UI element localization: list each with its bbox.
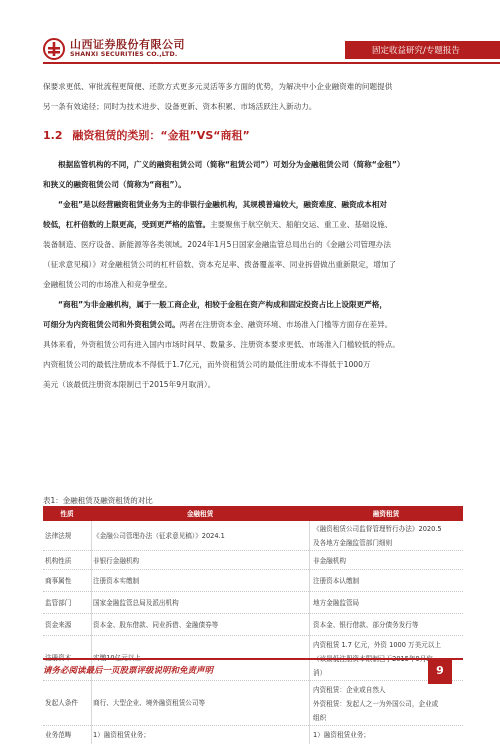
company-name-en: SHANXI SECURITIES CO.,LTD. bbox=[70, 51, 178, 58]
leasing-line: 外资租赁：发起人之一为外国公司，企业或 bbox=[313, 700, 439, 708]
table-row bbox=[43, 726, 463, 744]
para3-line-2-rest: 两者在注册资本金、融资环境、市场准入门槛等方面存在差异。 bbox=[179, 320, 393, 329]
row-label: 资金来源 bbox=[45, 621, 72, 629]
row-label: 监管部门 bbox=[45, 599, 72, 607]
table-row bbox=[43, 681, 463, 726]
table-row bbox=[43, 570, 463, 592]
column-divider bbox=[309, 521, 310, 744]
row-finance-value: 非银行金融机构 bbox=[93, 557, 140, 565]
intro-paragraph bbox=[43, 77, 463, 117]
para2-line-1: “金租”是以经营融资租赁业务为主的非银行金融机构，其规模普遍较大，融资难度、融资成本相对 bbox=[58, 200, 387, 209]
header-cell-leasing: 融资租赁 bbox=[372, 510, 400, 518]
para3-line-5: 美元（该最低注册资本限制已于2015年9月取消）。 bbox=[43, 380, 216, 389]
leasing-line: 及各地方金融监管部门细则 bbox=[313, 539, 393, 547]
row-label: 法律法规 bbox=[45, 532, 72, 540]
row-leasing-value: 地方金融监管局 bbox=[313, 599, 360, 607]
leasing-line: 消） bbox=[313, 669, 327, 677]
row-leasing-value: 非金融机构 bbox=[313, 557, 346, 565]
leasing-line: 内资租赁：企业或自然人 bbox=[313, 686, 386, 694]
footer-divider bbox=[43, 658, 463, 660]
para1-line-1: 根据监管机构的不同，广义的融资租赁公司（简称“租赁公司”）可划分为金融租赁公司（简称“金租”） bbox=[58, 160, 405, 169]
leasing-line: 《融资租赁公司监督管理暂行办法》2020.5 bbox=[313, 525, 442, 533]
para2-line-2-bold: 较低，杠杆倍数的上限更高，受到更严格的监管。 bbox=[43, 220, 211, 229]
row-label: 业务范畴 bbox=[45, 731, 72, 739]
para2-line-2 bbox=[43, 215, 463, 235]
paragraph-regulators bbox=[43, 155, 463, 195]
column-divider bbox=[91, 521, 92, 744]
page-number-badge bbox=[428, 660, 452, 684]
page-number: 9 bbox=[436, 664, 444, 677]
row-label: 发起人条件 bbox=[45, 699, 78, 707]
table-caption: 表1：金融租赁及融资租赁的对比 bbox=[43, 496, 153, 505]
table-header-row bbox=[43, 506, 463, 521]
table-row bbox=[43, 592, 463, 614]
row-leasing-value: 1）融资租赁业务； bbox=[313, 731, 370, 739]
header-cell-nature: 性质 bbox=[60, 510, 74, 518]
intro-line-2: 另一条有效途径；同时为技术进步、设备更新、资本积累、市场活跃注入新动力。 bbox=[43, 102, 317, 111]
para2-line-4: （征求意见稿）》对金融租赁公司的杠杆倍数、资本充足率、拨备覆盖率、同业拆借做出重新限定，增加了 bbox=[43, 260, 397, 269]
section-title: 融资租赁的类别：“金租”VS“商租” bbox=[72, 129, 250, 142]
para1-line-2: 和狭义的融资租赁公司（简称为“商租”）。 bbox=[43, 180, 186, 189]
para3-line-4: 内资租赁公司的最低注册成本不得低于1.7亿元，而外资租赁公司的最低注册成本不得低于1000万 bbox=[43, 360, 371, 369]
header-cell-finance-leasing: 金融租赁 bbox=[186, 510, 214, 518]
section-number: 1.2 bbox=[43, 129, 63, 142]
row-finance-value: 《金融公司管理办法（征求意见稿）》2024.1 bbox=[93, 532, 225, 540]
row-finance-value: 1）融资租赁业务； bbox=[93, 731, 150, 739]
para3-line-2 bbox=[43, 315, 463, 335]
section-heading bbox=[43, 127, 250, 143]
row-leasing-value: 资本金、银行借款、部分债务发行等 bbox=[313, 621, 419, 629]
report-type: 固定收益研究/专题报告 bbox=[372, 46, 460, 56]
para3-line-1: “商租”为非金融机构，属于一般工商企业，相较于金租在资产构成和固定投资占比上设限更严格， bbox=[58, 300, 387, 309]
para3-line-2-bold: 可细分为内资租赁公司和外资租赁公司。 bbox=[43, 320, 180, 329]
row-finance-value: 商行、大型企业、境外融资租赁公司等 bbox=[93, 699, 206, 707]
table-row bbox=[43, 521, 463, 551]
paragraph-jinzu bbox=[43, 195, 463, 295]
company-name-cn: 山西证券股份有限公司 bbox=[70, 38, 185, 51]
row-leasing-value: 注册资本认缴制 bbox=[313, 577, 360, 585]
intro-line-1: 保要求更低、审批流程更简便、还款方式更多元灵活等多方面的优势，为解决中小企业融资难的问题提供 bbox=[43, 82, 393, 91]
para2-line-2-rest: 主要聚焦于航空航天、船舶交运、重工业、基础设施、 bbox=[210, 220, 393, 229]
para2-line-3: 装备制造、医疗设备、新能源等各类领域。2024年1月5日国家金融监管总局出台的《金融公司管理办法 bbox=[43, 240, 391, 249]
para2-line-5: 金融租赁公司的市场准入和竞争壁垒。 bbox=[43, 280, 173, 289]
leasing-line: 内资租赁 1.7 亿元，外资 1000 万美元以上 bbox=[313, 641, 441, 649]
row-label: 商事属性 bbox=[45, 577, 72, 585]
row-label: 机构性质 bbox=[45, 557, 72, 565]
para3-line-3: 具体来看，外资租赁公司有进入国内市场时间早、数量多、注册资本要求更低、市场准入门槛较低的特点。 bbox=[43, 340, 400, 349]
row-finance-value: 注册资本实缴制 bbox=[93, 577, 140, 585]
row-finance-value: 国家金融监管总局及派出机构 bbox=[93, 599, 179, 607]
table-row bbox=[43, 551, 463, 570]
paragraph-shangzu bbox=[43, 295, 463, 395]
row-finance-value: 资本金、股东借款、同业拆借、金融债券等 bbox=[93, 621, 219, 629]
company-logo-icon bbox=[43, 38, 65, 60]
row-leasing-value bbox=[313, 683, 461, 725]
header-divider bbox=[43, 62, 500, 64]
footer-disclaimer: 请务必阅读最后一页股票评级说明和免责声明 bbox=[43, 666, 214, 676]
table-row bbox=[43, 614, 463, 636]
row-leasing-value bbox=[313, 522, 461, 550]
leasing-line: 组织 bbox=[313, 714, 327, 722]
page-header bbox=[0, 0, 500, 66]
